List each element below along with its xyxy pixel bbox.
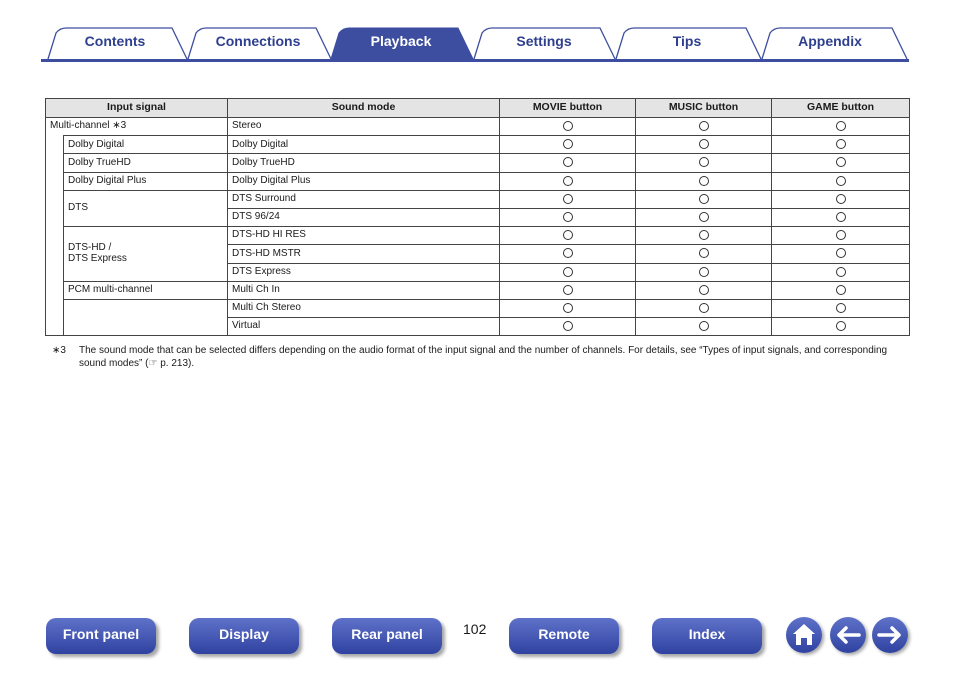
footnote-mark: ∗3 — [52, 345, 66, 356]
sound-mode-cell: Dolby TrueHD — [228, 154, 500, 172]
supported-mark — [563, 212, 573, 222]
movie-cell — [500, 136, 636, 154]
sound-mode-cell: Multi Ch In — [228, 281, 500, 299]
game-cell — [772, 190, 910, 208]
sound-mode-cell: DTS Express — [228, 263, 500, 281]
table-row — [46, 118, 910, 136]
supported-mark — [563, 139, 573, 149]
table-row — [46, 154, 910, 172]
supported-mark — [699, 230, 709, 240]
sound-mode-cell: DTS-HD HI RES — [228, 227, 500, 245]
movie-cell — [500, 154, 636, 172]
arrow-left-icon — [830, 617, 866, 653]
movie-cell — [500, 299, 636, 317]
input-signal-cell: DTS — [64, 190, 228, 226]
footnote-text: The sound mode that can be selected differs depending on the audio format of the input signal and the number of channels. For details, see “Types of input signals, and corresponding sound modes” ( — [79, 345, 888, 369]
movie-cell — [500, 208, 636, 226]
header-game-button: GAME button — [772, 99, 910, 118]
game-cell — [772, 136, 910, 154]
game-cell — [772, 208, 910, 226]
supported-mark — [836, 176, 846, 186]
supported-mark — [699, 139, 709, 149]
supported-mark — [563, 321, 573, 331]
music-cell — [636, 263, 772, 281]
supported-mark — [836, 139, 846, 149]
display-button[interactable]: Display — [189, 618, 299, 654]
input-signal-cell: Dolby Digital — [64, 136, 228, 154]
tab-tips[interactable]: Tips — [672, 33, 702, 49]
music-cell — [636, 281, 772, 299]
sound-mode-cell: Dolby Digital Plus — [228, 172, 500, 190]
supported-mark — [563, 121, 573, 131]
tab-outlines — [0, 0, 954, 64]
music-cell — [636, 299, 772, 317]
game-cell — [772, 154, 910, 172]
music-cell — [636, 136, 772, 154]
sound-mode-cell: Multi Ch Stereo — [228, 299, 500, 317]
supported-mark — [699, 285, 709, 295]
supported-mark — [563, 267, 573, 277]
game-cell — [772, 172, 910, 190]
supported-mark — [836, 303, 846, 313]
supported-mark — [563, 248, 573, 258]
input-signal-cell: Dolby TrueHD — [64, 154, 228, 172]
footnote-page-link[interactable]: p. 213). — [157, 358, 195, 369]
movie-cell — [500, 118, 636, 136]
supported-mark — [699, 267, 709, 277]
movie-cell — [500, 245, 636, 263]
input-multichannel: Multi-channel ∗3 — [46, 118, 228, 136]
game-cell — [772, 245, 910, 263]
supported-mark — [699, 248, 709, 258]
sound-mode-table — [45, 98, 910, 336]
supported-mark — [836, 121, 846, 131]
arrow-right-icon — [872, 617, 908, 653]
supported-mark — [836, 212, 846, 222]
tab-contents[interactable]: Contents — [84, 33, 146, 49]
header-movie-button: MOVIE button — [500, 99, 636, 118]
sound-mode-cell: Stereo — [228, 118, 500, 136]
music-cell — [636, 227, 772, 245]
sound-mode-cell: DTS-HD MSTR — [228, 245, 500, 263]
forward-button[interactable] — [872, 617, 908, 653]
movie-cell — [500, 227, 636, 245]
back-button[interactable] — [830, 617, 866, 653]
table-row — [46, 299, 910, 317]
tab-playback[interactable]: Playback — [370, 33, 432, 49]
supported-mark — [563, 194, 573, 204]
sound-mode-cell: Virtual — [228, 318, 500, 336]
music-cell — [636, 154, 772, 172]
table-row — [46, 190, 910, 208]
supported-mark — [836, 267, 846, 277]
movie-cell — [500, 281, 636, 299]
game-cell — [772, 227, 910, 245]
movie-cell — [500, 172, 636, 190]
supported-mark — [836, 321, 846, 331]
music-cell — [636, 190, 772, 208]
tab-appendix[interactable]: Appendix — [798, 33, 862, 49]
music-cell — [636, 208, 772, 226]
supported-mark — [699, 321, 709, 331]
game-cell — [772, 281, 910, 299]
home-button[interactable] — [786, 617, 822, 653]
supported-mark — [699, 176, 709, 186]
supported-mark — [563, 176, 573, 186]
header-input-signal: Input signal — [46, 99, 228, 118]
game-cell — [772, 318, 910, 336]
top-tab-bar — [0, 0, 954, 64]
sound-mode-cell: DTS 96/24 — [228, 208, 500, 226]
game-cell — [772, 299, 910, 317]
game-cell — [772, 118, 910, 136]
supported-mark — [836, 157, 846, 167]
header-sound-mode: Sound mode — [228, 99, 500, 118]
tab-settings[interactable]: Settings — [516, 33, 572, 49]
supported-mark — [563, 285, 573, 295]
movie-cell — [500, 318, 636, 336]
rear-panel-button[interactable]: Rear panel — [332, 618, 442, 654]
music-cell — [636, 118, 772, 136]
supported-mark — [836, 285, 846, 295]
input-signal-cell: Dolby Digital Plus — [64, 172, 228, 190]
input-dtshd-line1: DTS-HD / — [68, 242, 112, 254]
music-cell — [636, 318, 772, 336]
page-number: 102 — [463, 621, 487, 637]
input-signal-cell: PCM multi-channel — [64, 281, 228, 299]
supported-mark — [699, 303, 709, 313]
sound-mode-cell: Dolby Digital — [228, 136, 500, 154]
tab-connections[interactable]: Connections — [215, 33, 301, 49]
remote-button[interactable]: Remote — [509, 618, 619, 654]
music-cell — [636, 245, 772, 263]
supported-mark — [699, 212, 709, 222]
supported-mark — [699, 194, 709, 204]
table-row — [46, 227, 910, 245]
supported-mark — [563, 303, 573, 313]
footnote-text-block — [79, 344, 912, 370]
input-dtshd-line2: DTS Express — [68, 252, 127, 264]
movie-cell — [500, 190, 636, 208]
table-row — [46, 172, 910, 190]
sound-mode-cell: DTS Surround — [228, 190, 500, 208]
supported-mark — [836, 194, 846, 204]
input-signal-cell — [64, 227, 228, 282]
page-ref-icon: ☞ — [148, 358, 158, 369]
front-panel-button[interactable]: Front panel — [46, 618, 156, 654]
supported-mark — [699, 157, 709, 167]
footnote — [52, 344, 912, 370]
tab-baseline — [41, 59, 909, 62]
supported-mark — [836, 230, 846, 240]
home-icon — [786, 617, 822, 653]
game-cell — [772, 263, 910, 281]
header-music-button: MUSIC button — [636, 99, 772, 118]
table-row — [46, 136, 910, 154]
table-row — [46, 281, 910, 299]
empty-input-cell — [64, 299, 228, 335]
supported-mark — [563, 230, 573, 240]
supported-mark — [563, 157, 573, 167]
music-cell — [636, 172, 772, 190]
supported-mark — [836, 248, 846, 258]
movie-cell — [500, 263, 636, 281]
table-header-row — [46, 99, 910, 118]
supported-mark — [699, 121, 709, 131]
indent-cell — [46, 136, 64, 336]
index-button[interactable]: Index — [652, 618, 762, 654]
